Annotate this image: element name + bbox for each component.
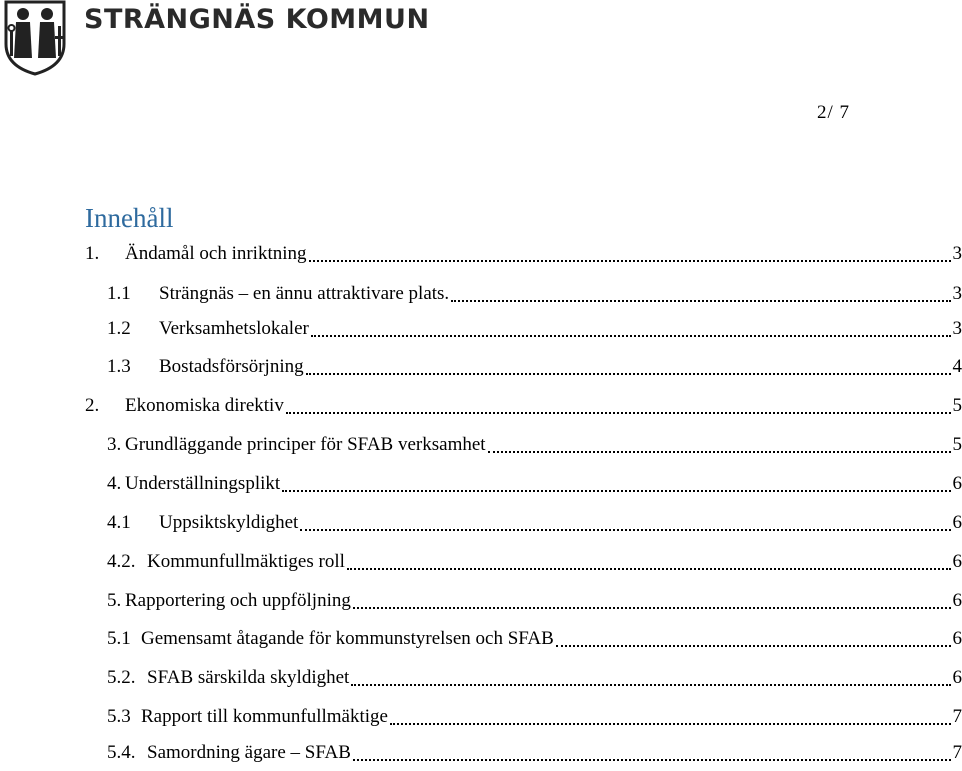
dot-leader (286, 411, 951, 414)
toc-entry[interactable] (107, 742, 962, 768)
toc-entry-page: 6 (952, 551, 962, 572)
toc-entry-number: 1.3 (107, 356, 131, 377)
toc-entry-page: 5 (952, 395, 962, 416)
toc-entry-page: 3 (952, 283, 962, 304)
toc-entry-page: 6 (952, 628, 962, 649)
toc-entry-number: 4.1 (107, 512, 131, 533)
toc-entry-page: 6 (952, 667, 962, 688)
toc-entry-number: 2. (85, 395, 100, 416)
dot-leader (556, 644, 951, 647)
toc-entry-title: Grundläggande principer för SFAB verksamhet (125, 434, 486, 455)
toc-heading: Innehåll (85, 203, 174, 233)
toc-entry-title: Ekonomiska direktiv (125, 395, 284, 416)
toc-entry-title: Uppsiktskyldighet (159, 512, 299, 533)
toc-entry-title: Rapport till kommunfullmäktige (141, 706, 388, 727)
toc-entry-number: 5.3 (107, 706, 131, 727)
toc-entry-title: Ändamål och inriktning (125, 243, 307, 264)
toc-entry[interactable] (107, 473, 962, 499)
toc-entry[interactable] (85, 243, 962, 269)
toc-entry-page: 6 (952, 473, 962, 494)
dot-leader (390, 722, 951, 725)
toc-entry-number: 1.1 (107, 283, 131, 304)
toc-entry-title: Rapportering och uppföljning (125, 590, 351, 611)
toc-entry-page: 5 (952, 434, 962, 455)
toc-entry[interactable] (107, 356, 962, 382)
toc-entry[interactable] (107, 512, 962, 538)
toc-entry[interactable] (107, 434, 962, 460)
toc-entry[interactable] (107, 706, 962, 732)
toc-entry-page: 3 (952, 318, 962, 339)
toc-entry-number: 3. (107, 434, 122, 455)
toc-entry-number: 1.2 (107, 318, 131, 339)
toc-entry[interactable] (107, 318, 962, 344)
toc-entry-number: 4.2. (107, 551, 136, 572)
dot-leader (353, 758, 951, 761)
toc-entry-number: 5.1 (107, 628, 131, 649)
toc-entry[interactable] (107, 667, 962, 693)
toc-entry-number: 5.4. (107, 742, 136, 763)
toc-entry-page: 4 (952, 356, 962, 377)
dot-leader (311, 334, 951, 337)
dot-leader (351, 683, 950, 686)
toc-entry-title: Strängnäs – en ännu attraktivare plats. (159, 283, 450, 304)
toc-entry-number: 5.2. (107, 667, 136, 688)
dot-leader (488, 450, 951, 453)
dot-leader (347, 567, 951, 570)
toc-entry-title: Underställningsplikt (125, 473, 281, 494)
toc-entry-page: 6 (952, 512, 962, 533)
toc-entry-number: 5. (107, 590, 122, 611)
toc-entry[interactable] (107, 551, 962, 577)
toc-entry-page: 7 (952, 742, 962, 763)
toc-entry[interactable] (107, 590, 962, 616)
dot-leader (309, 259, 951, 262)
toc-entry-title: Bostadsförsörjning (159, 356, 304, 377)
toc-entry-title: Samordning ägare – SFAB (147, 742, 351, 763)
toc-entry-title: Kommunfullmäktiges roll (147, 551, 345, 572)
toc-entry-title: Gemensamt åtagande för kommunstyrelsen och SFAB (141, 628, 554, 649)
toc-entry-number: 1. (85, 243, 100, 264)
page-number: 2/ 7 (816, 102, 850, 123)
toc-entry-title: SFAB särskilda skyldighet (147, 667, 350, 688)
dot-leader (353, 606, 951, 609)
municipality-name: STRÄNGNÄS KOMMUN (84, 4, 430, 35)
toc-entry[interactable] (85, 395, 962, 421)
toc-entry-page: 7 (952, 706, 962, 727)
toc-entry[interactable] (107, 283, 962, 309)
toc-entry-number: 4. (107, 473, 122, 494)
toc-entry-title: Verksamhetslokaler (159, 318, 309, 339)
toc-entry[interactable] (107, 628, 962, 654)
toc-entry-page: 3 (952, 243, 962, 264)
dot-leader (300, 528, 950, 531)
dot-leader (451, 299, 950, 302)
municipal-crest-icon (2, 0, 68, 76)
page-header (0, 0, 960, 80)
toc-entry-page: 6 (952, 590, 962, 611)
dot-leader (306, 372, 951, 375)
dot-leader (282, 489, 950, 492)
